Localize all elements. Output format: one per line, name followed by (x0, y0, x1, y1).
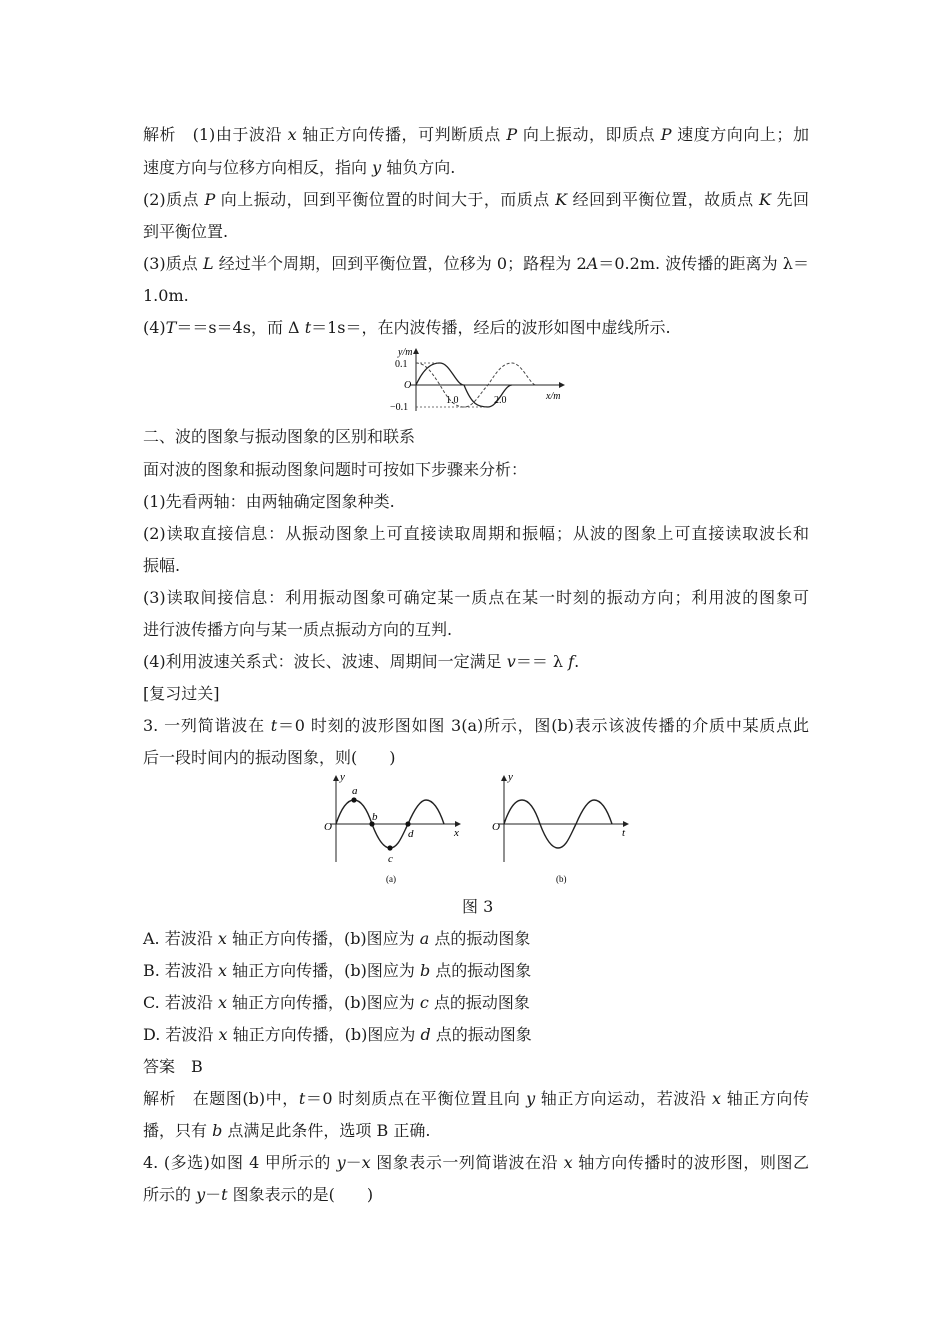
step-3-cont: 进行波传播方向与某一质点振动方向的互判. (143, 620, 453, 639)
analysis-line-5: (3)质点 L 经过半个周期，回到平衡位置，位移为 0；路程为 2A＝0.2m. 波传播的距离为 λ＝ (143, 254, 809, 273)
analysis-line-1: 解析 (1)由于波沿 x 轴正方向传播，可判断质点 P 向上振动，即质点 P 速度方向向上；加 (143, 125, 809, 144)
analysis-line-7: (4)T＝＝s＝4s，而 Δ t＝1s＝，在内波传播，经后的波形如图中虚线所示. (143, 318, 671, 337)
analysis-line-4: 到平衡位置. (143, 222, 229, 241)
origin-label: O (404, 380, 412, 391)
figure-3-caption: 图 3 (462, 897, 494, 916)
label-a: a (352, 785, 358, 797)
option-d: D. 若波沿 x 轴正方向传播，(b)图应为 d 点的振动图象 (143, 1025, 532, 1044)
q4-line-2: 所示的 y－t 图象表示的是( ) (143, 1185, 374, 1204)
x-axis-label: x/m (546, 391, 561, 402)
q3-explanation-1: 解析 在题图(b)中，t＝0 时刻质点在平衡位置且向 y 轴正方向运动，若波沿 x 轴正方向传 (143, 1089, 809, 1108)
y-label: y (340, 771, 345, 783)
option-a: A. 若波沿 x 轴正方向传播，(b)图应为 a 点的振动图象 (143, 929, 531, 948)
q3-line-1: 3. 一列简谐波在 t＝0 时刻的波形图如图 3(a)所示，图(b)表示该波传播的介质中某质点此 (143, 716, 809, 735)
point-a (351, 797, 356, 802)
q3-line-2: 后一段时间内的振动图象，则( ) (143, 748, 396, 767)
figure-3a (316, 770, 466, 886)
point-d (405, 821, 410, 826)
wave-figure-1 (380, 343, 570, 415)
step-1: (1)先看两轴：由两轴确定图象种类. (143, 492, 395, 511)
answer: 答案 B (143, 1057, 203, 1076)
option-c: C. 若波沿 x 轴正方向传播，(b)图应为 c 点的振动图象 (143, 993, 530, 1012)
y-tick-bottom: −0.1 (390, 402, 409, 413)
analysis-line-2: 速度方向与位移方向相反，指向 y 轴负方向. (143, 158, 456, 177)
label-b: b (372, 811, 378, 823)
step-3: (3)读取间接信息：利用振动图象可确定某一质点在某一时刻的振动方向；利用波的图象可 (143, 588, 809, 607)
y-tick-top: 0.1 (395, 359, 408, 370)
y-axis-label: y/m (398, 347, 413, 358)
y-label: y (508, 771, 513, 783)
section-heading: 二、波的图象与振动图象的区别和联系 (143, 427, 416, 446)
point-c (387, 845, 392, 850)
q3-explanation-2: 播，只有 b 点满足此条件，选项 B 正确. (143, 1121, 431, 1140)
section-intro: 面对波的图象和振动图象问题时可按如下步骤来分析： (143, 460, 528, 479)
label-c: c (388, 853, 393, 865)
x-tick-1: 1.0 (446, 395, 459, 406)
analysis-line-6: 1.0m. (143, 286, 189, 305)
x-label: x (454, 827, 459, 839)
q4-line-1: 4. (多选)如图 4 甲所示的 y－x 图象表示一列简谐波在沿 x 轴方向传播时的波形图，则图乙 (143, 1153, 809, 1172)
figure-3b (484, 770, 634, 886)
origin-label: O (492, 821, 500, 833)
caption-a: (a) (386, 874, 396, 884)
step-2: (2)读取直接信息：从振动图象上可直接读取周期和振幅；从波的图象上可直接读取波长和 (143, 524, 809, 543)
option-b: B. 若波沿 x 轴正方向传播，(b)图应为 b 点的振动图象 (143, 961, 532, 980)
step-2-cont: 振幅. (143, 556, 181, 575)
origin-label: O (324, 821, 332, 833)
caption-b: (b) (556, 874, 567, 884)
analysis-line-3: (2)质点 P 向上振动，回到平衡位置的时间大于，而质点 K 经回到平衡位置，故质点 K 先回 (143, 190, 809, 209)
t-label: t (622, 827, 626, 839)
review-heading: [复习过关] (143, 684, 220, 703)
step-4: (4)利用波速关系式：波长、波速、周期间一定满足 v＝＝ λ f. (143, 652, 580, 671)
label-d: d (408, 828, 414, 840)
x-tick-2: 2.0 (494, 395, 507, 406)
